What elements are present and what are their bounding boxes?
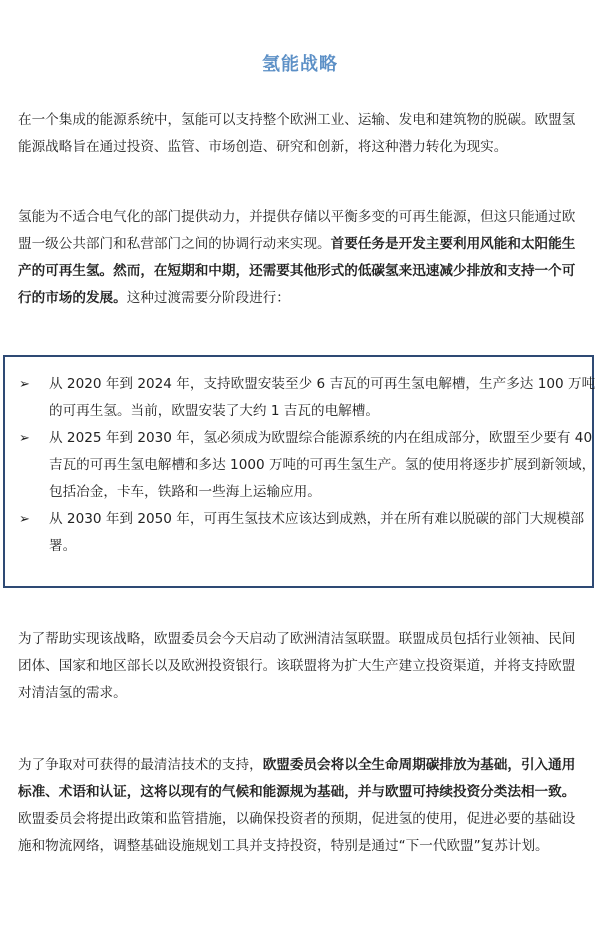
phase-text: 从 2030 年到 2050 年，可再生氢技术应该达到成熟，并在所有难以脱碳的部门大规模部署。: [49, 511, 585, 554]
priority-tail-text: 这种过渡需要分阶段进行：: [126, 290, 290, 306]
phases-box: [3, 355, 594, 588]
priority-paragraph: [18, 204, 583, 312]
intro-paragraph: [18, 107, 583, 161]
phase-text: 从 2025 年到 2030 年，氢必须成为欧盟综合能源系统的内在组成部分，欧盟至少要有 40 吉瓦的可再生氢电解槽和多达 1000 万吨的可再生氢生产。氢的使用将逐步扩展到新领域，包括冶金，卡车，铁路和一些海上运输应用。: [49, 430, 596, 500]
arrow-bullet-icon: ➢: [19, 431, 30, 446]
priority-bold-text: 首要任务是开发主要利用风能和太阳能生产的可再生氢。然而，在短期和中期，还需要其他形式的低碳氢来迅速减少排放和支持一个可行的市场的发展。: [18, 236, 576, 306]
standards-text: 为了争取对可获得的最清洁技术的支持，: [18, 757, 263, 773]
alliance-text: 为了帮助实现该战略，欧盟委员会今天启动了欧洲清洁氢联盟。联盟成员包括行业领袖、民间团体、国家和地区部长以及欧洲投资银行。该联盟将为扩大生产建立投资渠道，并将支持欧盟对清洁氢的需求。: [18, 631, 576, 701]
arrow-bullet-icon: ➢: [19, 512, 30, 527]
page-title: 氢能战略: [262, 54, 338, 75]
intro-text: 在一个集成的能源系统中，氢能可以支持整个欧洲工业、运输、发电和建筑物的脱碳。欧盟氢能源战略旨在通过投资、监管、市场创造、研究和创新，将这种潜力转化为现实。: [18, 112, 576, 155]
standards-bold-text: 欧盟委员会将以全生命周期碳排放为基础，引入通用标准、术语和认证，这将以现有的气候和能源规为基础，并与欧盟可持续投资分类法相一致。: [18, 757, 576, 800]
priority-text: 氢能为不适合电气化的部门提供动力，并提供存储以平衡多变的可再生能源，但这只能通过欧盟一级公共部门和私营部门之间的协调行动来实现。: [18, 209, 576, 252]
arrow-bullet-icon: ➢: [19, 377, 30, 392]
phase-text: 从 2020 年到 2024 年，支持欧盟安装至少 6 吉瓦的可再生氢电解槽，生产多达 100 万吨的可再生氢。当前，欧盟安装了大约 1 吉瓦的电解槽。: [49, 376, 596, 419]
standards-tail-text: 欧盟委员会将提出政策和监管措施，以确保投资者的预期，促进氢的使用，促进必要的基础设施和物流网络，调整基础设施规划工具并支持投资，特别是通过“下一代欧盟”复苏计划。: [18, 811, 576, 854]
alliance-paragraph: [18, 626, 583, 707]
standards-paragraph: [18, 752, 583, 860]
